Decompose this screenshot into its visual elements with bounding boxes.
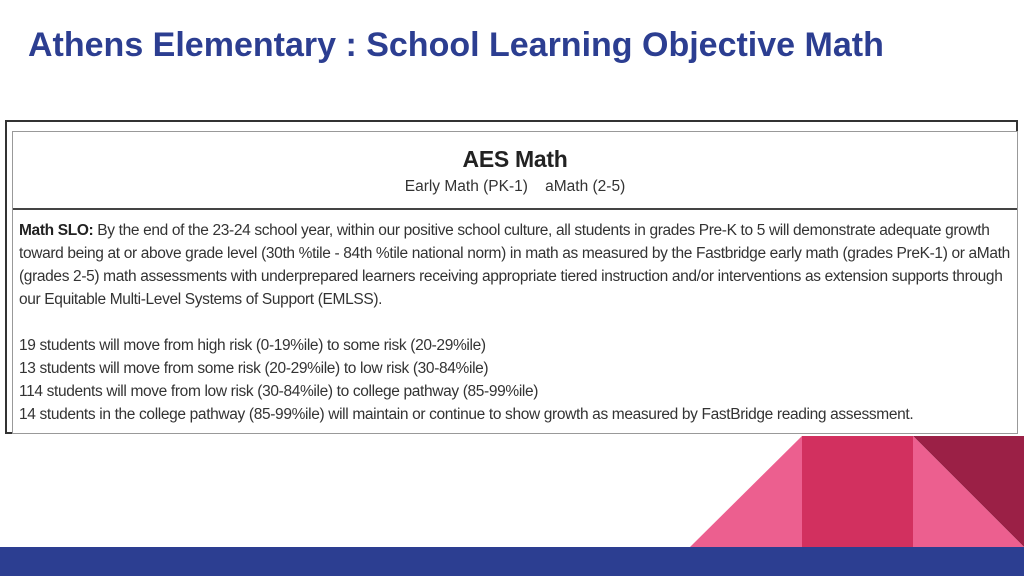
document-body [13,210,1017,426]
slo-text: By the end of the 23-24 school year, within our positive school culture, all students in grades Pre-K to 5 will demonstrate adequate growth toward being at or above grade level (30th %tile - 84th %tile national norm) in math as measured by the Fastbridge early math (grades PreK-1) or aMath (grades 2-5) math assessments with underprepared learners receiving appropriate tiered instruction and/or interventions as extension supports through our Equitable Multi-Level Systems of Support (EMLSS). [19,222,1010,308]
slide-title: Athens Elementary : School Learning Objective Math [28,26,884,64]
document-image [12,131,1018,434]
slo-paragraph [19,219,1017,311]
pink-block-middle [802,436,913,547]
pink-triangle-left [690,436,802,547]
document-header [13,132,1017,210]
goal-line: 19 students will move from high risk (0-19%ile) to some risk (20-29%ile) [19,337,486,354]
document-subheading: Early Math (PK-1) aMath (2-5) [404,178,626,195]
slo-label: Math SLO: [19,222,94,239]
goal-line: 13 students will move from some risk (20-29%ile) to low risk (30-84%ile) [19,360,489,377]
goal-line: 114 students will move from low risk (30-84%ile) to college pathway (85-99%ile) [19,383,539,400]
document-heading: AES Math [462,146,568,172]
goal-line: 14 students in the college pathway (85-99%ile) will maintain or continue to show growth as measured by FastBridge reading assessment. [19,406,914,423]
decorative-triangles [690,436,1024,547]
bottom-bar [0,547,1024,576]
